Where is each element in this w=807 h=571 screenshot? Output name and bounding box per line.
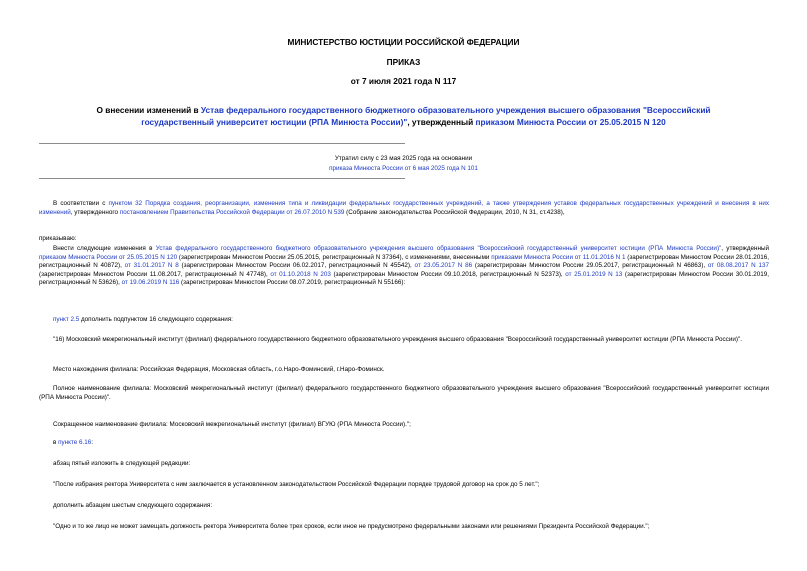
document-type: ПРИКАЗ — [386, 57, 421, 67]
main-text: Внести следующие изменения в — [53, 245, 156, 252]
preamble-paragraph — [39, 200, 769, 217]
quote-term-limit: "Одно и то же лицо не может замещать должность ректора Университета более трех сроков, если иное не предусмотрено федеральными законами или решениями Президента Российской Федерации."; — [53, 523, 650, 530]
charter-link[interactable]: Устав федерального государственного бюджетного образовательного учреждения высшего образования "Всероссийский государственный университет юстиции (РПА Минюста России)" — [141, 105, 711, 127]
divider-top — [39, 143, 405, 144]
order-2019-n13-link[interactable]: от 25.01.2019 N 13 — [565, 270, 623, 278]
branch-location: Место нахождения филиала: Российская Федерация, Московская область, г.о.Наро-Фоминский, г.Наро-Фоминск. — [53, 366, 385, 373]
item-2-text: : — [91, 439, 94, 446]
point-6-16-link[interactable]: пункте 6.16 — [58, 439, 92, 446]
preamble-text: , утвержденного — [70, 208, 120, 216]
main-text: (зарегистрирован Минюстом России 06.02.2017, регистрационный N 45542), — [178, 262, 415, 269]
order-2017-n137-link[interactable]: от 08.08.2017 N 137 — [707, 262, 769, 269]
branch-short-name: Сокращенное наименование филиала: Московский межрегиональный институт (филиал) ВГУЮ (РПА Минюста России)."; — [53, 421, 411, 428]
order-2017-n86-link[interactable]: от 23.05.2017 N 86 — [414, 262, 473, 269]
quote-rector-term: "После избрания ректора Университета с ним заключается в установленном законодательством Российской Федерации порядке трудовой договор на срок до 5 лет."; — [53, 481, 540, 488]
order-2016-n1-link[interactable]: приказами Минюста России от 11.01.2016 N 1 — [491, 253, 626, 261]
paragraph-six-note: дополнить абзацем шестым следующего содержания: — [53, 502, 213, 509]
divider-bottom — [39, 178, 405, 179]
order-120-link[interactable]: приказом Минюста России от 25.05.2015 N 120 — [475, 117, 666, 127]
main-paragraph — [39, 245, 769, 288]
paragraph-five-note: абзац пятый изложить в следующей редакции: — [53, 460, 191, 467]
charter-link[interactable]: Устав федерального государственного бюджетного образовательного учреждения высшего образования "Всероссийский государственный университет юстиции (РПА Минюста России)" — [155, 245, 722, 252]
quote-subpoint-16: "16) Московский межрегиональный институт (филиал) федерального государственного бюджетного образовательного учреждения высшего образования "Всероссийский государственный университет юстиции (РПА Минюста России)". — [53, 336, 742, 343]
main-text: (зарегистрирован Минюстом России 08.07.2019, регистрационный N 55166): — [179, 279, 406, 286]
government-resolution-link[interactable]: постановлением Правительства Российской Федерации от 26.07.2010 N 539 — [119, 208, 345, 216]
branch-full-name: Полное наименование филиала: Московский межрегиональный институт (филиал) федерального государственного бюджетного образовательного учреждения высшего образования "Всероссийский государственный университет юстиции (РПА Минюста России)". — [39, 385, 769, 401]
main-text: (зарегистрирован Минюстом России 28.01.2016, регистрационный N 40872), — [39, 253, 770, 269]
title-text: О внесении изменений в — [96, 105, 201, 115]
document-title — [60, 104, 747, 128]
order-2019-n116-link[interactable]: от 19.06.2019 N 116 — [121, 279, 180, 286]
ministry-heading: МИНИСТЕРСТВО ЮСТИЦИИ РОССИЙСКОЙ ФЕДЕРАЦИИ — [287, 37, 520, 47]
order-120-link[interactable]: приказом Минюста России от 25.05.2015 N 120 — [39, 253, 178, 261]
document-date-number: от 7 июля 2021 года N 117 — [350, 76, 457, 86]
item-2 — [53, 439, 93, 447]
title-text: , утвержденный — [407, 117, 476, 127]
main-text: , утвержденный — [721, 245, 770, 252]
preamble-text: (Собрание законодательства Российской Федерации, 2010, N 31, ст.4238), — [344, 208, 565, 216]
item-1-text: дополнить подпунктом 16 следующего содержания: — [79, 316, 233, 323]
order-2018-n203-link[interactable]: от 01.10.2018 N 203 — [270, 270, 331, 278]
main-text: (зарегистрирован Минюстом России 30.01.2019, регистрационный N 53626), — [39, 270, 769, 286]
point-2-5-link[interactable]: пункт 2.5 — [53, 316, 80, 323]
main-text: (зарегистрирован Минюстом России 11.08.2017, регистрационный N 47748), — [39, 270, 271, 278]
main-text: (зарегистрирован Минюстом России 29.05.2017, регистрационный N 46863), — [472, 262, 708, 269]
procedure-point-32-link[interactable]: пунктом 32 Порядка создания, реорганизации, изменения типа и ликвидации федеральных государственных учреждений, а также утверждения уставов федеральных государственных учреждений и внесения в них изменений — [39, 200, 770, 216]
order-word: приказываю: — [39, 235, 77, 242]
item-1 — [53, 316, 233, 324]
order-2017-n8-link[interactable]: от 31.01.2017 N 8 — [124, 262, 179, 269]
status-note: Утратил силу с 23 мая 2025 года на основании — [334, 155, 473, 162]
preamble-text: В соответствии с — [53, 200, 109, 207]
main-text: (зарегистрирован Минюстом России 09.10.2018, регистрационный N 52373), — [330, 270, 566, 278]
main-text: (зарегистрирован Минюстом России 25.05.2015, регистрационный N 37364), с изменениями, внесенными — [177, 253, 492, 261]
repeal-order-link[interactable]: приказа Минюста России от 6 мая 2025 года N 101 — [329, 165, 478, 172]
item-2-text: в — [53, 439, 59, 446]
